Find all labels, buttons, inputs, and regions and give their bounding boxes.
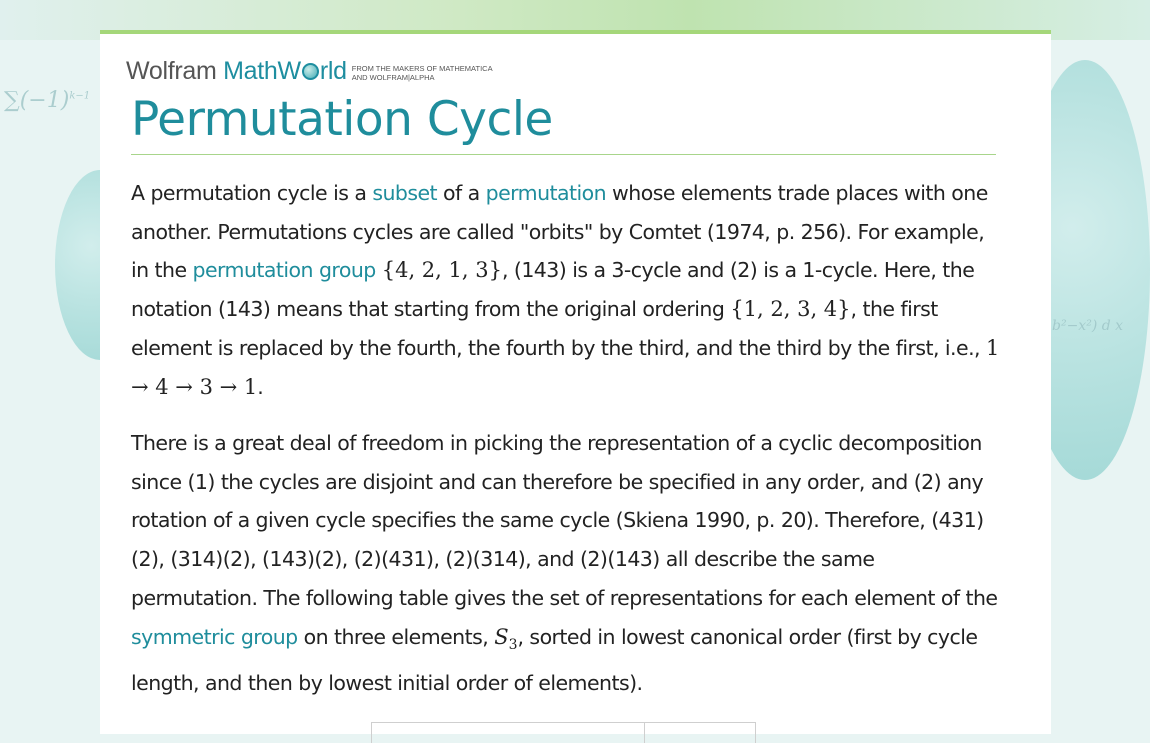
brand-name: Wolfram MathW rld: [126, 57, 347, 85]
link-symmetric-group[interactable]: symmetric group: [131, 624, 298, 649]
math-cycle-arrows: 1 → 4 → 3 → 1: [131, 335, 1000, 399]
title-divider: [131, 154, 996, 155]
globe-icon: [302, 63, 319, 80]
link-subset[interactable]: subset: [372, 181, 438, 205]
representations-table: [371, 722, 756, 743]
math-s3: $S_3$: [494, 624, 518, 653]
background-formula-right: b²−x²) d x: [1052, 318, 1124, 334]
article-card: [100, 30, 1051, 734]
math-original-ordering: {1, 2, 3, 4}: [730, 297, 851, 322]
page-title: Permutation Cycle: [131, 92, 553, 147]
mathworld-logo[interactable]: [126, 58, 493, 84]
brand-tagline: FROM THE MAKERS OF MATHEMATICA AND WOLFRAM|ALPHA: [351, 64, 493, 82]
background-formula-sum: $\sum(-1)^{k-1}$: [4, 88, 91, 113]
link-permutation[interactable]: permutation: [485, 181, 607, 205]
link-permutation-group[interactable]: permutation group: [192, 258, 376, 283]
paragraph-definition: A permutation cycle is a subset of a permutation whose elements trade places with one another. Permutations cycles are called "orbits" by Comtet (1974, p. 256). For example, in the permutation group {4, 2, 1, 3}, (143) is a 3-cycle and (2) is a 1-cycle. Here, the notation (143) means that starting from the original ordering {1, 2, 3, 4}, the first element is replaced by the fourth, the fourth by the third, and the third by the first, i.e., 1 → 4 → 3 → 1.: [131, 181, 1000, 399]
paragraph-representation: There is a great deal of freedom in picking the representation of a cyclic decomposition since (1) the cycles are disjoint and can therefore be specified in any order, and (2) any rotation of a given cycle specifies the same cycle (Skiena 1990, p. 20). Therefore, (431)(2), (314)(2), (143)(2), (2)(431), (2)(314), and (2)(143) all describe the same permutation. The following table gives the set of representations for each element of the symmetric group on three elements, $S_3$, sorted in lowest canonical order (first by cycle length, and then by lowest initial order of elements).: [131, 431, 998, 696]
table-column-divider: [644, 723, 645, 743]
math-permutation: {4, 2, 1, 3}: [381, 258, 502, 283]
